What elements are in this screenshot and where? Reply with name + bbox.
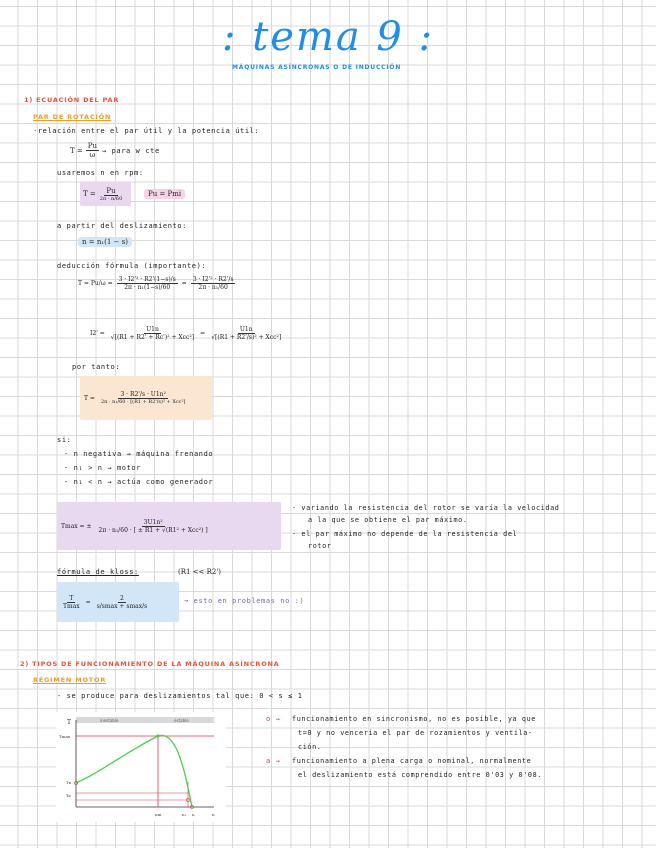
por-tanto-text: por tanto:	[72, 363, 121, 371]
kloss-formula	[57, 582, 179, 622]
tmax-den: 2π · n₁/60 · [ ± R1 + √(R1² + Xcc²) ]	[98, 526, 208, 534]
y-tn-label: Tn	[66, 780, 72, 785]
current-den-1: √[(R1 + R2' + Rc')² + Xcc²]	[110, 334, 195, 341]
torque-fraction-num: Pu	[87, 142, 97, 150]
torque-formula	[70, 142, 160, 159]
deduction-lhs: T = Pu/ω =	[78, 280, 113, 287]
x-n1-label: n₁	[182, 812, 187, 817]
tmax-point	[156, 734, 159, 737]
kloss-num: 2	[120, 594, 124, 602]
x-axis-label: n	[212, 812, 215, 817]
zone-left-label: inestable	[100, 718, 119, 723]
deduction-rhs-fraction	[191, 276, 236, 291]
torque-rpm-fraction	[98, 187, 125, 202]
current-lhs: I2' =	[90, 330, 105, 337]
result-den: 2π · n₁/60 · [(R1 + R2'/s)² + Xcc²]	[100, 399, 186, 405]
result-lhs: T =	[84, 394, 95, 402]
deduction-mid-den: 2π · n₁(1−s)/60	[124, 284, 171, 291]
section-2-heading: 2) TIPOS DE FUNCIONAMIENTO DE LA MÁQUINA ASÍNCRONA	[20, 660, 280, 668]
tmax-note: - variando la resistencia del rotor se varía la velocidad	[292, 504, 560, 512]
kloss-lhs-den: Tmax	[63, 602, 80, 610]
kloss-lhs-num: T	[69, 594, 74, 602]
tmax-note: rotor	[308, 542, 332, 550]
relation-text: ·relación entre el par útil y la potencia útil:	[33, 127, 260, 135]
torque-rpm-lhs: T =	[83, 190, 96, 198]
torque-rpm-formula	[80, 182, 131, 206]
note-a-marker: a →	[266, 757, 281, 765]
y-tmax-label: Tmax	[59, 734, 71, 739]
x-n-label: n	[192, 812, 195, 817]
current-formula	[90, 326, 283, 341]
slip-text: a partir del deslizamiento:	[57, 222, 187, 230]
note-o-line: funcionamiento en sincronismo, no es posible, ya que	[292, 715, 536, 723]
case-item: - n₁ < n → actúa como generador	[64, 478, 214, 486]
torque-fraction-den: ω	[89, 151, 96, 159]
si-label: si:	[57, 436, 72, 444]
note-o-line: ción.	[298, 743, 322, 751]
torque-speed-graph	[56, 712, 226, 822]
torque-fraction	[86, 142, 99, 159]
slip-formula: n = n₁(1 − s)	[78, 237, 132, 247]
x-nm-label: nm	[155, 812, 162, 817]
note-o-line: t=0 y no vencería el par de rozamientos y ventila-	[298, 729, 533, 737]
result-num: 3 · R2'/s · U1n²	[120, 391, 166, 398]
result-fraction	[99, 391, 188, 405]
tmax-fraction	[97, 519, 210, 534]
torque-formula-note: → para w cte	[101, 146, 160, 155]
torque-rpm-den: 2π · n/60	[99, 195, 123, 202]
pu-pmi-badge: Pu = Pmi	[144, 189, 185, 199]
current-den-2: √[(R1 + R2'/s)² + Xcc²]	[211, 334, 282, 341]
rpm-text: usaremos n en rpm:	[57, 169, 144, 177]
deduction-rhs-den: 2π · n₁/60	[198, 284, 228, 291]
equals-sign: =	[200, 330, 206, 337]
note-o-marker: o →	[266, 715, 281, 723]
zone-right-label: estable	[174, 718, 189, 723]
deduction-mid-num: 3 · I2'² · R2'(1−s)/s	[118, 276, 176, 283]
section-1-heading: 1) ECUACIÓN DEL PAR	[24, 96, 120, 104]
case-item: - n negativa → máquina frenando	[64, 450, 214, 458]
torque-rpm-num: Pu	[106, 186, 116, 195]
tmax-num: 3U1n²	[143, 518, 163, 526]
section-2-intro: - se produce para deslizamientos tal que: 0 < s ≤ 1	[57, 692, 303, 700]
torque-result-formula	[80, 376, 212, 420]
deduction-mid-fraction	[117, 276, 178, 291]
graph-background	[56, 712, 226, 822]
current-num-2: U1n	[239, 326, 253, 333]
y-ta-label: Ta	[66, 793, 71, 798]
equals-sign: =	[85, 598, 91, 606]
kloss-den: s/smax + smax/s	[96, 602, 148, 610]
current-fraction-1	[109, 326, 196, 341]
page-title: : tema 9 :	[222, 14, 435, 60]
kloss-lhs-fraction	[61, 595, 82, 610]
equals-sign: =	[181, 280, 187, 287]
kloss-note: ↝ esto en problemas no :)	[184, 597, 305, 605]
y-axis-label: T	[67, 719, 72, 726]
tmax-note: - el par máximo no depende de la resistencia del	[292, 530, 518, 538]
deduction-formula	[78, 276, 235, 291]
current-fraction-2	[209, 326, 283, 341]
deduction-text: deducción fórmula (importante):	[57, 262, 207, 270]
case-item: - n₁ > n → motor	[64, 464, 142, 472]
kloss-label: fórmula de kloss:	[57, 568, 139, 576]
page-subtitle: MÁQUINAS ASÍNCRONAS O DE INDUCCIÓN	[232, 64, 402, 71]
tmax-lhs: Tmax = ±	[61, 522, 92, 530]
kloss-condition: (R1 << R2')	[178, 568, 222, 576]
note-a-line: el deslizamiento está comprendido entre 0'03 y 0'08.	[298, 771, 542, 779]
section-1-subheading: PAR DE ROTACIÓN	[33, 113, 112, 121]
current-num-1: U1n	[146, 326, 159, 333]
tmax-formula	[57, 502, 281, 550]
note-a-line: funcionamiento a plena carga o nominal, normalmente	[292, 757, 532, 765]
tmax-note: a la que se obtiene el par máximo.	[308, 516, 468, 524]
kloss-rhs-fraction	[95, 595, 150, 610]
section-2-subheading: RÉGIMEN MOTOR	[33, 676, 107, 684]
torque-formula-lhs: T =	[70, 146, 83, 155]
deduction-rhs-num: 3 · I2'² · R2'/s	[192, 276, 234, 283]
